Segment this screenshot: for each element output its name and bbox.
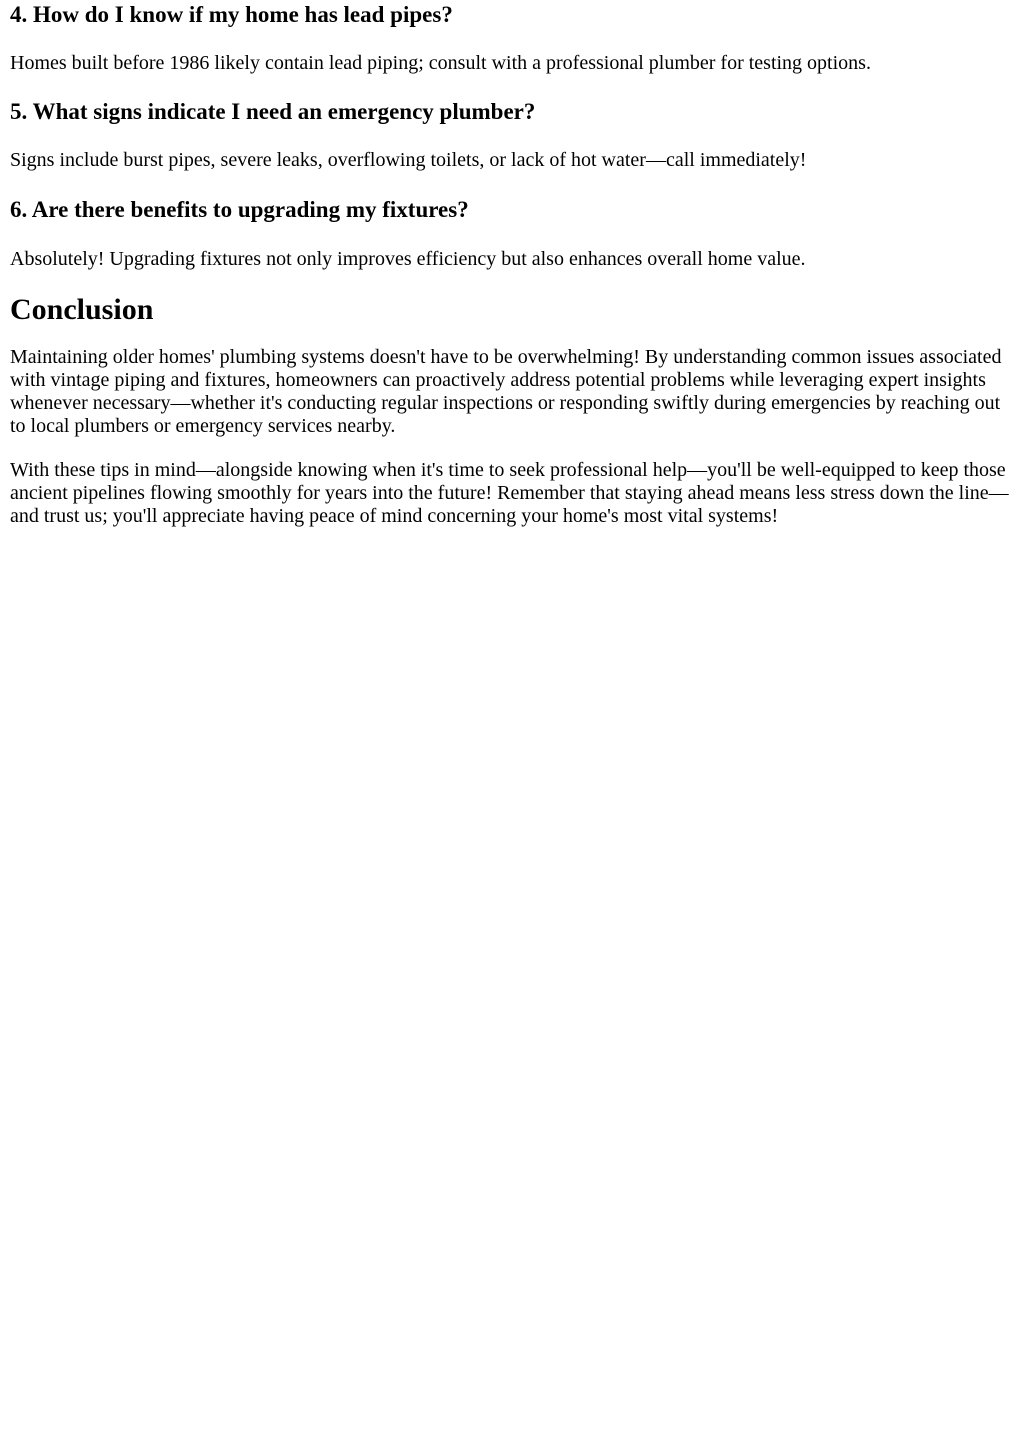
article-content [0,0,1024,528]
conclusion-section [10,292,1014,528]
faq-question-4: 4. How do I know if my home has lead pipes? [10,2,453,27]
conclusion-paragraph: Maintaining older homes' plumbing systems doesn't have to be overwhelming! By understanding common issues associated with vintage piping and fixtures, homeowners can proactively address potential problems while leveraging expert insights whenever necessary—whether it's conducting regular inspections or responding swiftly during emergencies by reaching out to local plumbers or emergency services nearby. [10,346,1002,437]
faq-answer-4: Homes built before 1986 likely contain lead piping; consult with a professional plumber for testing options. [10,52,871,74]
conclusion-heading: Conclusion [10,293,154,326]
faq-answer-5: Signs include burst pipes, severe leaks, overflowing toilets, or lack of hot water—call immediately! [10,149,807,171]
conclusion-paragraph: With these tips in mind—alongside knowing when it's time to seek professional help—you'll be well-equipped to keep those ancient pipelines flowing smoothly for years into the future! Remember that staying ahead means less stress down the line—and trust us; you'll appreciate having peace of mind concerning your home's most vital systems! [10,459,1009,527]
faq-section [10,0,1014,271]
faq-question-6: 6. Are there benefits to upgrading my fixtures? [10,197,469,222]
faq-question-5: 5. What signs indicate I need an emergency plumber? [10,99,536,124]
faq-answer-6: Absolutely! Upgrading fixtures not only improves efficiency but also enhances overall home value. [10,248,806,270]
